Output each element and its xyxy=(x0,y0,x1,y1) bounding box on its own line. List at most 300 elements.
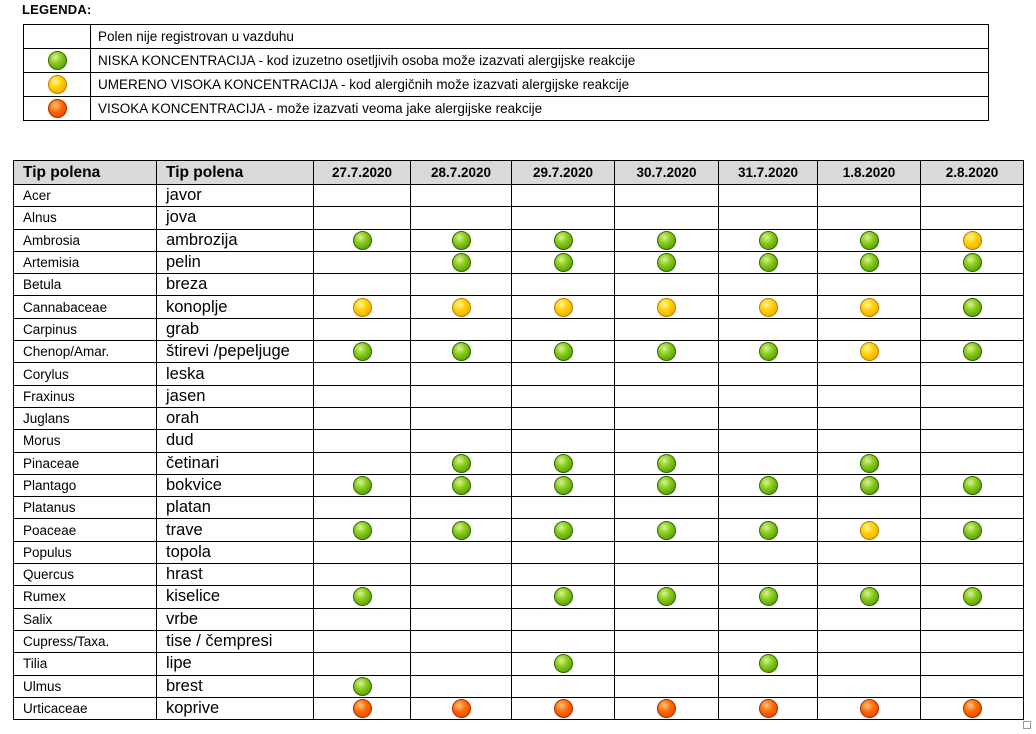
yellow-dot-icon xyxy=(759,298,778,317)
concentration-cell xyxy=(818,251,921,273)
concentration-cell xyxy=(921,675,1024,697)
green-dot-icon xyxy=(860,231,879,250)
concentration-cell xyxy=(615,318,719,340)
local-name-cell: grab xyxy=(157,318,314,340)
table-row xyxy=(14,274,1024,296)
orange-dot-icon xyxy=(860,699,879,718)
orange-dot-icon xyxy=(48,99,67,118)
header-date: 30.7.2020 xyxy=(615,161,719,185)
concentration-cell xyxy=(719,452,818,474)
green-dot-icon xyxy=(759,231,778,250)
concentration-cell xyxy=(411,608,512,630)
table-row xyxy=(14,697,1024,719)
concentration-cell xyxy=(512,274,615,296)
concentration-cell xyxy=(314,630,411,652)
green-dot-icon xyxy=(554,342,573,361)
local-name-cell: kiselice xyxy=(157,586,314,608)
latin-name-cell: Chenop/Amar. xyxy=(14,341,157,363)
concentration-cell xyxy=(719,430,818,452)
local-name-cell: leska xyxy=(157,363,314,385)
table-row xyxy=(14,497,1024,519)
concentration-cell xyxy=(411,296,512,318)
yellow-dot-icon xyxy=(554,298,573,317)
green-dot-icon xyxy=(657,476,676,495)
local-name-cell: trave xyxy=(157,519,314,541)
table-row xyxy=(14,207,1024,229)
concentration-cell xyxy=(615,675,719,697)
concentration-cell xyxy=(818,697,921,719)
local-name-cell: vrbe xyxy=(157,608,314,630)
concentration-cell xyxy=(314,564,411,586)
concentration-cell xyxy=(314,452,411,474)
concentration-cell xyxy=(818,385,921,407)
concentration-cell xyxy=(818,452,921,474)
concentration-cell xyxy=(719,474,818,496)
concentration-cell xyxy=(512,608,615,630)
concentration-cell xyxy=(615,497,719,519)
table-row xyxy=(14,251,1024,273)
concentration-cell xyxy=(615,586,719,608)
table-row xyxy=(14,608,1024,630)
latin-name-cell: Pinaceae xyxy=(14,452,157,474)
concentration-cell xyxy=(512,452,615,474)
green-dot-icon xyxy=(554,587,573,606)
green-dot-icon xyxy=(554,454,573,473)
concentration-cell xyxy=(719,497,818,519)
orange-dot-icon xyxy=(554,699,573,718)
concentration-cell xyxy=(921,653,1024,675)
concentration-cell xyxy=(512,630,615,652)
green-dot-icon xyxy=(759,476,778,495)
concentration-cell xyxy=(719,630,818,652)
local-name-cell: ambrozija xyxy=(157,229,314,251)
concentration-cell xyxy=(411,630,512,652)
concentration-cell xyxy=(512,229,615,251)
concentration-cell xyxy=(512,407,615,429)
concentration-cell xyxy=(719,697,818,719)
table-row xyxy=(14,407,1024,429)
local-name-cell: hrast xyxy=(157,564,314,586)
green-dot-icon xyxy=(554,231,573,250)
latin-name-cell: Acer xyxy=(14,185,157,207)
concentration-cell xyxy=(615,608,719,630)
green-dot-icon xyxy=(452,454,471,473)
legend-text: NISKA KONCENTRACIJA - kod izuzetno osetljivih osoba može izazvati alergijske reakcije xyxy=(91,49,989,73)
latin-name-cell: Populus xyxy=(14,541,157,563)
green-dot-icon xyxy=(860,476,879,495)
green-dot-icon xyxy=(759,342,778,361)
concentration-cell xyxy=(314,385,411,407)
concentration-cell xyxy=(818,407,921,429)
latin-name-cell: Tilia xyxy=(14,653,157,675)
concentration-cell xyxy=(615,452,719,474)
green-dot-icon xyxy=(963,587,982,606)
yellow-dot-icon xyxy=(963,231,982,250)
legend-row xyxy=(24,97,989,121)
green-dot-icon xyxy=(860,454,879,473)
green-dot-icon xyxy=(963,298,982,317)
green-dot-icon xyxy=(963,253,982,272)
green-dot-icon xyxy=(657,521,676,540)
yellow-dot-icon xyxy=(452,298,471,317)
orange-dot-icon xyxy=(759,699,778,718)
concentration-cell xyxy=(512,185,615,207)
concentration-cell xyxy=(719,385,818,407)
legend-symbol-cell xyxy=(24,25,91,49)
table-header-row xyxy=(14,161,1024,185)
table-row xyxy=(14,519,1024,541)
concentration-cell xyxy=(615,296,719,318)
header-date: 2.8.2020 xyxy=(921,161,1024,185)
yellow-dot-icon xyxy=(657,298,676,317)
concentration-cell xyxy=(719,296,818,318)
concentration-cell xyxy=(411,497,512,519)
concentration-cell xyxy=(818,630,921,652)
table-row xyxy=(14,586,1024,608)
green-dot-icon xyxy=(353,521,372,540)
concentration-cell xyxy=(411,519,512,541)
orange-dot-icon xyxy=(452,699,471,718)
concentration-cell xyxy=(615,229,719,251)
green-dot-icon xyxy=(657,454,676,473)
concentration-cell xyxy=(921,229,1024,251)
concentration-cell xyxy=(411,474,512,496)
green-dot-icon xyxy=(759,253,778,272)
table-row xyxy=(14,474,1024,496)
legend-symbol-cell xyxy=(24,49,91,73)
concentration-cell xyxy=(921,497,1024,519)
concentration-cell xyxy=(921,630,1024,652)
legend-row xyxy=(24,25,989,49)
concentration-cell xyxy=(411,407,512,429)
concentration-cell xyxy=(512,251,615,273)
concentration-cell xyxy=(615,185,719,207)
concentration-cell xyxy=(615,385,719,407)
green-dot-icon xyxy=(759,654,778,673)
concentration-cell xyxy=(314,185,411,207)
concentration-cell xyxy=(719,363,818,385)
green-dot-icon xyxy=(860,253,879,272)
green-dot-icon xyxy=(48,51,67,70)
concentration-cell xyxy=(411,564,512,586)
concentration-cell xyxy=(512,474,615,496)
concentration-cell xyxy=(314,653,411,675)
concentration-cell xyxy=(314,541,411,563)
green-dot-icon xyxy=(554,476,573,495)
concentration-cell xyxy=(818,185,921,207)
orange-dot-icon xyxy=(963,699,982,718)
concentration-cell xyxy=(512,318,615,340)
local-name-cell: koprive xyxy=(157,697,314,719)
concentration-cell xyxy=(512,541,615,563)
latin-name-cell: Ambrosia xyxy=(14,229,157,251)
latin-name-cell: Artemisia xyxy=(14,251,157,273)
concentration-cell xyxy=(411,274,512,296)
table-row xyxy=(14,185,1024,207)
concentration-cell xyxy=(921,318,1024,340)
table-row xyxy=(14,363,1024,385)
legend-text: UMERENO VISOKA KONCENTRACIJA - kod alergičnih može izazvati alergijske reakcije xyxy=(91,73,989,97)
header-date: 1.8.2020 xyxy=(818,161,921,185)
header-local-name: Tip polena xyxy=(157,161,314,185)
concentration-cell xyxy=(719,274,818,296)
latin-name-cell: Ulmus xyxy=(14,675,157,697)
concentration-cell xyxy=(818,675,921,697)
local-name-cell: brest xyxy=(157,675,314,697)
concentration-cell xyxy=(314,207,411,229)
concentration-cell xyxy=(314,519,411,541)
header-date: 29.7.2020 xyxy=(512,161,615,185)
orange-dot-icon xyxy=(353,699,372,718)
concentration-cell xyxy=(818,564,921,586)
legend-symbol-cell xyxy=(24,97,91,121)
concentration-cell xyxy=(314,430,411,452)
green-dot-icon xyxy=(759,521,778,540)
concentration-cell xyxy=(615,697,719,719)
concentration-cell xyxy=(411,541,512,563)
latin-name-cell: Poaceae xyxy=(14,519,157,541)
concentration-cell xyxy=(314,474,411,496)
legend-table xyxy=(23,24,989,121)
local-name-cell: bokvice xyxy=(157,474,314,496)
concentration-cell xyxy=(719,341,818,363)
concentration-cell xyxy=(512,497,615,519)
concentration-cell xyxy=(615,363,719,385)
concentration-cell xyxy=(921,474,1024,496)
concentration-cell xyxy=(615,630,719,652)
concentration-cell xyxy=(411,251,512,273)
yellow-dot-icon xyxy=(860,521,879,540)
yellow-dot-icon xyxy=(48,75,67,94)
local-name-cell: orah xyxy=(157,407,314,429)
latin-name-cell: Carpinus xyxy=(14,318,157,340)
concentration-cell xyxy=(921,185,1024,207)
green-dot-icon xyxy=(554,521,573,540)
concentration-cell xyxy=(818,497,921,519)
concentration-cell xyxy=(411,653,512,675)
concentration-cell xyxy=(921,274,1024,296)
latin-name-cell: Plantago xyxy=(14,474,157,496)
concentration-cell xyxy=(314,296,411,318)
concentration-cell xyxy=(512,430,615,452)
concentration-cell xyxy=(921,296,1024,318)
concentration-cell xyxy=(314,675,411,697)
header-latin-name: Tip polena xyxy=(14,161,157,185)
concentration-cell xyxy=(921,341,1024,363)
local-name-cell: jova xyxy=(157,207,314,229)
concentration-cell xyxy=(921,541,1024,563)
concentration-cell xyxy=(615,564,719,586)
concentration-cell xyxy=(512,697,615,719)
table-row xyxy=(14,452,1024,474)
concentration-cell xyxy=(615,430,719,452)
concentration-cell xyxy=(411,385,512,407)
concentration-cell xyxy=(411,586,512,608)
concentration-cell xyxy=(818,229,921,251)
table-row xyxy=(14,675,1024,697)
concentration-cell xyxy=(314,341,411,363)
latin-name-cell: Platanus xyxy=(14,497,157,519)
legend-row xyxy=(24,73,989,97)
concentration-cell xyxy=(921,519,1024,541)
local-name-cell: javor xyxy=(157,185,314,207)
concentration-cell xyxy=(411,185,512,207)
concentration-cell xyxy=(615,407,719,429)
concentration-cell xyxy=(818,430,921,452)
local-name-cell: četinari xyxy=(157,452,314,474)
concentration-cell xyxy=(818,318,921,340)
green-dot-icon xyxy=(452,521,471,540)
concentration-cell xyxy=(314,251,411,273)
concentration-cell xyxy=(512,586,615,608)
legend-row xyxy=(24,49,989,73)
yellow-dot-icon xyxy=(860,342,879,361)
concentration-cell xyxy=(921,363,1024,385)
concentration-cell xyxy=(921,207,1024,229)
legend-text: Polen nije registrovan u vazduhu xyxy=(91,25,989,49)
concentration-cell xyxy=(818,653,921,675)
concentration-cell xyxy=(314,586,411,608)
concentration-cell xyxy=(512,296,615,318)
latin-name-cell: Juglans xyxy=(14,407,157,429)
concentration-cell xyxy=(411,430,512,452)
concentration-cell xyxy=(921,452,1024,474)
latin-name-cell: Fraxinus xyxy=(14,385,157,407)
concentration-cell xyxy=(512,519,615,541)
concentration-cell xyxy=(411,363,512,385)
table-row xyxy=(14,229,1024,251)
concentration-cell xyxy=(818,541,921,563)
concentration-cell xyxy=(615,653,719,675)
green-dot-icon xyxy=(963,342,982,361)
concentration-cell xyxy=(921,608,1024,630)
header-date: 31.7.2020 xyxy=(719,161,818,185)
concentration-cell xyxy=(512,653,615,675)
concentration-cell xyxy=(818,341,921,363)
concentration-cell xyxy=(719,318,818,340)
concentration-cell xyxy=(314,697,411,719)
green-dot-icon xyxy=(657,231,676,250)
concentration-cell xyxy=(818,608,921,630)
local-name-cell: tise / čempresi xyxy=(157,630,314,652)
concentration-cell xyxy=(314,497,411,519)
green-dot-icon xyxy=(963,476,982,495)
legend-text: VISOKA KONCENTRACIJA - može izazvati veoma jake alergijske reakcije xyxy=(91,97,989,121)
green-dot-icon xyxy=(353,677,372,696)
latin-name-cell: Cupress/Taxa. xyxy=(14,630,157,652)
local-name-cell: topola xyxy=(157,541,314,563)
table-row xyxy=(14,430,1024,452)
concentration-cell xyxy=(411,318,512,340)
table-row xyxy=(14,318,1024,340)
green-dot-icon xyxy=(657,587,676,606)
concentration-cell xyxy=(921,564,1024,586)
concentration-cell xyxy=(411,675,512,697)
local-name-cell: platan xyxy=(157,497,314,519)
concentration-cell xyxy=(314,608,411,630)
concentration-cell xyxy=(314,229,411,251)
concentration-cell xyxy=(719,608,818,630)
concentration-cell xyxy=(719,229,818,251)
concentration-cell xyxy=(615,519,719,541)
yellow-dot-icon xyxy=(353,298,372,317)
concentration-cell xyxy=(512,207,615,229)
green-dot-icon xyxy=(452,342,471,361)
concentration-cell xyxy=(818,363,921,385)
concentration-cell xyxy=(719,407,818,429)
local-name-cell: konoplje xyxy=(157,296,314,318)
concentration-cell xyxy=(512,363,615,385)
latin-name-cell: Rumex xyxy=(14,586,157,608)
concentration-cell xyxy=(921,407,1024,429)
concentration-cell xyxy=(314,363,411,385)
concentration-cell xyxy=(719,519,818,541)
green-dot-icon xyxy=(452,231,471,250)
concentration-cell xyxy=(512,341,615,363)
concentration-cell xyxy=(921,430,1024,452)
latin-name-cell: Salix xyxy=(14,608,157,630)
concentration-cell xyxy=(512,675,615,697)
concentration-cell xyxy=(719,586,818,608)
concentration-cell xyxy=(512,385,615,407)
concentration-cell xyxy=(719,185,818,207)
concentration-cell xyxy=(719,207,818,229)
green-dot-icon xyxy=(759,587,778,606)
concentration-cell xyxy=(411,452,512,474)
concentration-cell xyxy=(314,407,411,429)
local-name-cell: dud xyxy=(157,430,314,452)
latin-name-cell: Alnus xyxy=(14,207,157,229)
concentration-cell xyxy=(411,341,512,363)
local-name-cell: lipe xyxy=(157,653,314,675)
latin-name-cell: Betula xyxy=(14,274,157,296)
concentration-cell xyxy=(818,474,921,496)
table-row xyxy=(14,296,1024,318)
concentration-cell xyxy=(615,274,719,296)
concentration-cell xyxy=(818,519,921,541)
table-row xyxy=(14,541,1024,563)
concentration-cell xyxy=(818,207,921,229)
latin-name-cell: Urticaceae xyxy=(14,697,157,719)
green-dot-icon xyxy=(860,587,879,606)
concentration-cell xyxy=(818,274,921,296)
page-corner-marker xyxy=(1023,721,1031,729)
concentration-cell xyxy=(719,675,818,697)
green-dot-icon xyxy=(353,342,372,361)
concentration-cell xyxy=(314,274,411,296)
green-dot-icon xyxy=(963,521,982,540)
legend-symbol-cell xyxy=(24,73,91,97)
concentration-cell xyxy=(314,318,411,340)
yellow-dot-icon xyxy=(860,298,879,317)
green-dot-icon xyxy=(554,654,573,673)
concentration-cell xyxy=(411,697,512,719)
local-name-cell: breza xyxy=(157,274,314,296)
concentration-cell xyxy=(719,564,818,586)
green-dot-icon xyxy=(353,476,372,495)
latin-name-cell: Cannabaceae xyxy=(14,296,157,318)
concentration-cell xyxy=(921,251,1024,273)
orange-dot-icon xyxy=(657,699,676,718)
table-row xyxy=(14,385,1024,407)
concentration-cell xyxy=(411,229,512,251)
green-dot-icon xyxy=(657,342,676,361)
green-dot-icon xyxy=(353,587,372,606)
latin-name-cell: Corylus xyxy=(14,363,157,385)
table-row xyxy=(14,341,1024,363)
concentration-cell xyxy=(921,385,1024,407)
concentration-cell xyxy=(921,586,1024,608)
